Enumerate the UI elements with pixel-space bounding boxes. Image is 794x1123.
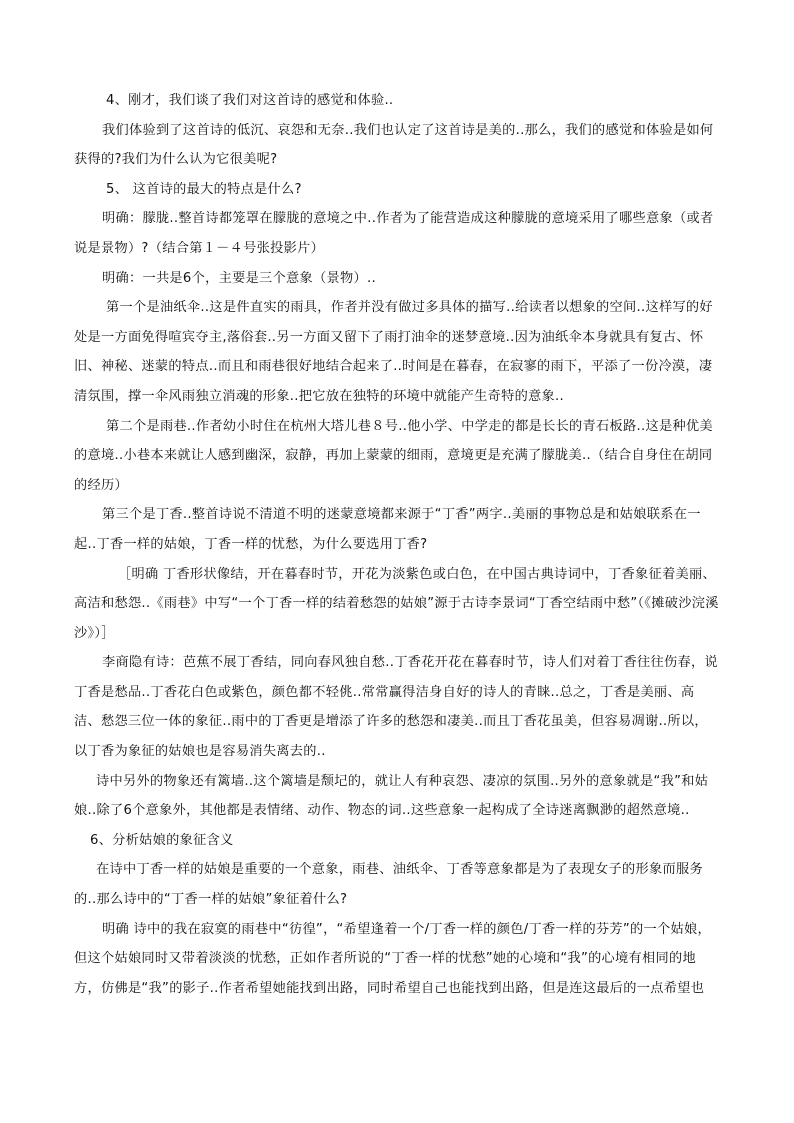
paragraph-11: 诗中另外的物象还有篱墙..这个篱墙是颓圮的，就让人有种哀怨、凄凉的氛围..另外的意象就是“我”和姑娘..除了6个意象外，其他都是表情绪、动作、物态的词..这些意象一起构成了全诗迷离飘渺的超然意境.. (74, 773, 709, 819)
paragraph-4: 明确：朦胧..整首诗都笼罩在朦胧的意境之中..作者为了能营造成这种朦胧的意境采用了哪些意象（或者说是景物）?（结合第１－４号张投影片） (74, 211, 714, 256)
paragraph-9: ［明确 丁香形状像结，开在暮春时节，开花为淡紫色或白色，在中国古典诗词中，丁香象征着美丽、高洁和愁怨..《雨巷》中写“一个丁香一样的结着愁怨的姑娘”源于古诗李景词“丁香空结雨中愁”（《摊破沙浣溪沙》）］ (74, 566, 719, 641)
paragraph-8: 第三个是丁香..整首诗说不清道不明的迷蒙意境都来源于“丁香”两字..美丽的事物总是和姑娘联系在一起..丁香一样的姑娘，丁香一样的忧愁，为什么要选用丁香? (74, 507, 701, 552)
paragraph-2: 我们体验到了这首诗的低沉、哀怨和无奈..我们也认定了这首诗是美的..那么，我们的感觉和体验是如何获得的?我们为什么认为它很美呢? (74, 122, 714, 168)
paragraph-7: 第二个是雨巷..作者幼小时住在杭州大塔儿巷８号..他小学、中学走的都是长长的青石板路..这是种优美的意境..小巷本来就让人感到幽深，寂静，再加上蒙蒙的细雨，意境更是充满了朦胧美..（结合自身住在胡同的经历） (74, 418, 713, 493)
paragraph-13: 在诗中丁香一样的姑娘是重要的一个意象，雨巷、油纸伞、丁香等意象都是为了表现女子的形象而服务的..那么诗中的“丁香一样的姑娘”象征着什么? (74, 862, 703, 908)
paragraph-3: 5、 这首诗的最大的特点是什么? (106, 181, 302, 197)
paragraph-14: 明确 诗中的我在寂寞的雨巷中“彷徨”，“希望逢着一个/丁香一样的颜色/丁香一样的芬芳”的一个姑娘，但这个姑娘同时又带着淡淡的忧愁，正如作者所说的“丁香一样的忧愁”她的心境和“我”的心境有相同的地方，仿佛是“我”的影子..作者希望她能找到出路，同时希望自己也能找到出路，但是连这最后的一点希望也 (74, 921, 711, 996)
paragraph-6: 第一个是油纸伞..这是件直实的雨具，作者并没有做过多具体的描写..给读者以想象的空间..这样写的好处是一方面免得喧宾夺主,落俗套..另一方面又留下了雨打油伞的迷梦意境..因为油纸伞本身就具有复古、怀旧、神秘、迷蒙的特点..而且和雨巷很好地结合起来了..时间是在暮春，在寂寥的雨下，平添了一份冷漠，凄清氛围，撑一伞风雨独立消魂的形象..把它放在独特的环境中就能产生奇特的意象.. (74, 300, 713, 404)
paragraph-1: 4、刚才，我们谈了我们对这首诗的感觉和体验.. (106, 93, 394, 108)
paragraph-10: 李商隐有诗：芭蕉不展丁香结，同向春风独自愁..丁香花开花在暮春时节，诗人们对着丁香往往伤春，说丁香是愁品..丁香花白色或紫色，颜色都不轻佻..常常赢得洁身自好的诗人的青睐..总之，丁香是美丽、高洁、愁怨三位一体的象征..雨中的丁香更是增添了许多的愁怨和凄美..而且丁香花虽美，但容易凋谢..所以，以丁香为象征的姑娘也是容易消失离去的.. (74, 655, 718, 760)
paragraph-5: 明确：一共是6个，主要是三个意象（景物）.. (102, 270, 376, 286)
paragraph-12: 6、分析姑娘的象征含义 (90, 832, 234, 848)
